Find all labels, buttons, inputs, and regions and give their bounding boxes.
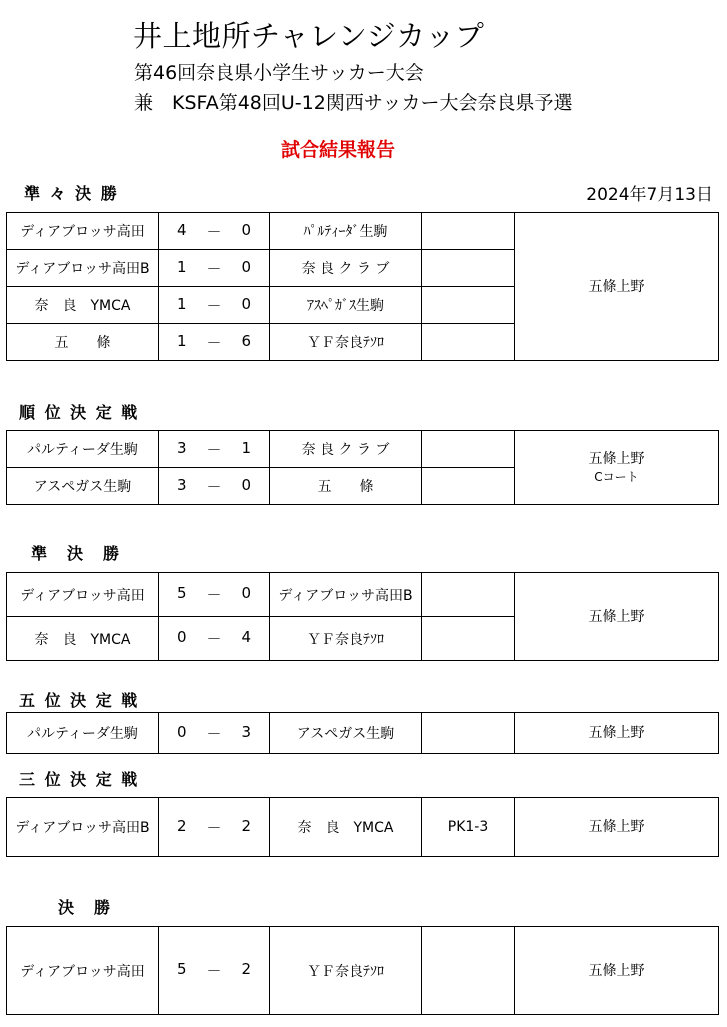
tournament-subtitle-qualifier: 兼 KSFA第48回U-12関西サッカー大会奈良県予選 — [134, 92, 573, 114]
team2-cell: ＹＦ奈良ﾃｿﾛ — [270, 617, 422, 661]
team1-cell: 五 條 — [7, 324, 159, 361]
score-away: 1 — [241, 438, 251, 457]
team2-cell: ＹＦ奈良ﾃｿﾛ — [270, 927, 422, 1015]
score-away: 0 — [241, 257, 251, 276]
section-label-final: 決 勝 — [58, 898, 113, 917]
score-home: 1 — [176, 294, 187, 313]
team2-cell: ＹＦ奈良ﾃｿﾛ — [270, 324, 422, 361]
note-cell — [422, 573, 515, 617]
pk-note-cell: PK1-3 — [422, 798, 515, 857]
score-cell — [159, 798, 270, 857]
score-cell — [159, 250, 270, 287]
score-dash: － — [206, 962, 222, 980]
venue-name: 五條上野 — [588, 608, 645, 625]
score-cell — [159, 713, 270, 754]
score-dash: － — [206, 724, 222, 743]
note-cell — [422, 431, 515, 468]
team1-cell: ディアブロッサ高田 — [7, 573, 159, 617]
score-away: 0 — [241, 294, 251, 313]
venue-name: 五條上野 — [588, 725, 645, 741]
score-cell — [159, 287, 270, 324]
table-row — [7, 573, 719, 617]
score-cell — [159, 573, 270, 617]
team1-cell: 奈 良 YMCA — [7, 617, 159, 661]
team2-cell: ディアブロッサ高田B — [270, 573, 422, 617]
score-away: 0 — [241, 584, 251, 602]
team2-cell: ｱｽﾍﾟｶﾞｽ生駒 — [270, 287, 422, 324]
score-cell — [159, 324, 270, 361]
team2-cell: ﾊﾟﾙﾃｨｰﾀﾞ生駒 — [270, 213, 422, 250]
placement-table — [6, 430, 719, 505]
score-home: 1 — [176, 331, 187, 350]
note-cell — [422, 250, 515, 287]
score-home: 0 — [176, 722, 187, 741]
section-label-semifinal: 準 決 勝 — [31, 544, 122, 563]
team1-cell: ディアブロッサ高田B — [7, 250, 159, 287]
team2-cell: 奈 良 YMCA — [270, 798, 422, 857]
team2-cell: 奈 良 ク ラ ブ — [270, 431, 422, 468]
score-dash: － — [206, 477, 222, 496]
score-cell — [159, 468, 270, 505]
section-label-quarterfinal: 準 々 決 勝 — [24, 184, 119, 203]
team1-cell: パルティーダ生駒 — [7, 713, 159, 754]
table-row — [7, 713, 719, 754]
score-home: 2 — [176, 816, 187, 835]
third-place-table — [6, 797, 719, 857]
score-away: 2 — [241, 816, 251, 835]
venue-cell — [515, 798, 719, 857]
tournament-title: 井上地所チャレンジカップ — [133, 19, 485, 53]
venue-cell — [515, 713, 719, 754]
note-cell — [422, 468, 515, 505]
team1-cell: パルティーダ生駒 — [7, 431, 159, 468]
table-row — [7, 431, 719, 468]
quarterfinal-table — [6, 212, 719, 361]
team1-cell: ディアブロッサ高田B — [7, 798, 159, 857]
score-dash: － — [206, 440, 222, 459]
score-home: 5 — [176, 584, 187, 602]
score-away: 2 — [241, 960, 251, 978]
score-away: 4 — [241, 628, 251, 646]
venue-name: 五條上野 — [588, 819, 645, 835]
score-dash: － — [206, 222, 222, 241]
score-away: 6 — [241, 331, 251, 350]
score-dash: － — [206, 296, 222, 315]
section-label-placement: 順 位 決 定 戦 — [19, 403, 140, 422]
fifth-place-table — [6, 712, 719, 754]
score-cell — [159, 617, 270, 661]
score-home: 5 — [176, 960, 187, 978]
team1-cell: ディアブロッサ高田 — [7, 927, 159, 1015]
score-away: 0 — [241, 475, 251, 494]
table-row — [7, 927, 719, 1015]
section-label-third-place: 三 位 決 定 戦 — [19, 770, 140, 789]
score-away: 3 — [241, 722, 251, 741]
venue-cell — [515, 573, 719, 661]
venue-name: 五條上野 — [588, 962, 645, 979]
venue-name: 五條上野 — [588, 450, 645, 467]
score-cell — [159, 431, 270, 468]
score-home: 3 — [176, 438, 187, 457]
score-cell — [159, 927, 270, 1015]
note-cell — [422, 324, 515, 361]
note-cell — [422, 213, 515, 250]
note-cell — [422, 713, 515, 754]
final-table — [6, 926, 719, 1015]
score-home: 0 — [176, 628, 187, 646]
team1-cell: 奈 良 YMCA — [7, 287, 159, 324]
team2-cell: 奈 良 ク ラ ブ — [270, 250, 422, 287]
note-cell — [422, 287, 515, 324]
table-row — [7, 798, 719, 857]
score-home: 3 — [176, 475, 187, 494]
report-title: 試合結果報告 — [280, 139, 395, 161]
team2-cell: アスペガス生駒 — [270, 713, 422, 754]
match-date: 2024年7月13日 — [586, 185, 713, 205]
semifinal-table — [6, 572, 719, 661]
note-cell — [422, 927, 515, 1015]
score-dash: － — [206, 586, 222, 604]
table-row — [7, 213, 719, 250]
score-home: 1 — [176, 257, 187, 276]
venue-cell — [515, 431, 719, 505]
note-cell — [422, 617, 515, 661]
score-dash: － — [206, 630, 222, 648]
score-dash: － — [206, 818, 222, 837]
score-away: 0 — [241, 220, 251, 239]
venue-name: 五條上野 — [588, 278, 645, 295]
section-label-fifth-place: 五 位 決 定 戦 — [19, 691, 140, 710]
tournament-subtitle: 第46回奈良県小学生サッカー大会 — [134, 62, 424, 84]
score-dash: － — [206, 259, 222, 278]
team2-cell: 五 條 — [270, 468, 422, 505]
score-home: 4 — [176, 220, 187, 239]
venue-cell — [515, 927, 719, 1015]
venue-court: Cコート — [594, 469, 639, 484]
score-cell — [159, 213, 270, 250]
team1-cell: ディアブロッサ高田 — [7, 213, 159, 250]
team1-cell: アスペガス生駒 — [7, 468, 159, 505]
score-dash: － — [206, 333, 222, 352]
venue-cell — [515, 213, 719, 361]
